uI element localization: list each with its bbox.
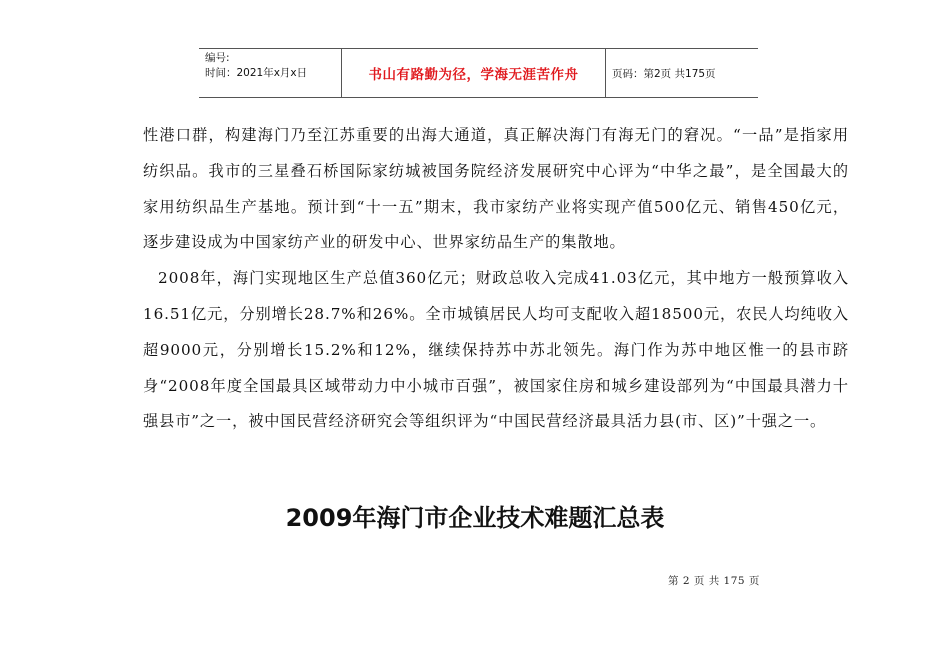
body-paragraph-2: 2008年，海门实现地区生产总值360亿元；财政总收入完成41.03亿元，其中地方一般预算收入16.51亿元，分别增长28.7%和26%。全市城镇居民人均可支配收入超18500元，农民人均纯收入超9000元，分别增长15.2%和12%，继续保持苏中苏北领先。海门作为苏中地区惟一的县市跻身“2008年度全国最具区域带动力中小城市百强”，被国家住房和城乡建设部列为“中国最具潜力十强县市”之一，被中国民营经济研究会等组织评为“中国民营经济最具活力县(市、区)”十强之一。 [143,269,849,431]
footer-page-number: 第 2 页 共 175 页 [668,575,760,587]
section-title: 2009年海门市企业技术难题汇总表 [285,504,665,532]
header-motto: 书山有路勤为径，学海无涯苦作舟 [342,49,606,97]
document-header [199,48,758,98]
document-number-label: 编号: [205,52,230,64]
header-page-info: 页码：第2页 共175页 [612,67,716,80]
body-paragraph-1: 性港口群，构建海门乃至江苏重要的出海大通道，真正解决海门有海无门的窘况。“一品”是指家用纺织品。我市的三星叠石桥国际家纺城被国务院经济发展研究中心评为“中华之最”，是全国最大的家用纺织品生产基地。预计到“十一五”期末，我市家纺产业将实现产值500亿元、销售450亿元，逐步建设成为中国家纺产业的研发中心、世界家纺品生产的集散地。 [143,126,849,252]
header-meta-cell [199,49,342,97]
document-date: 时间：2021年x月x日 [205,67,308,79]
document-body [143,118,849,440]
